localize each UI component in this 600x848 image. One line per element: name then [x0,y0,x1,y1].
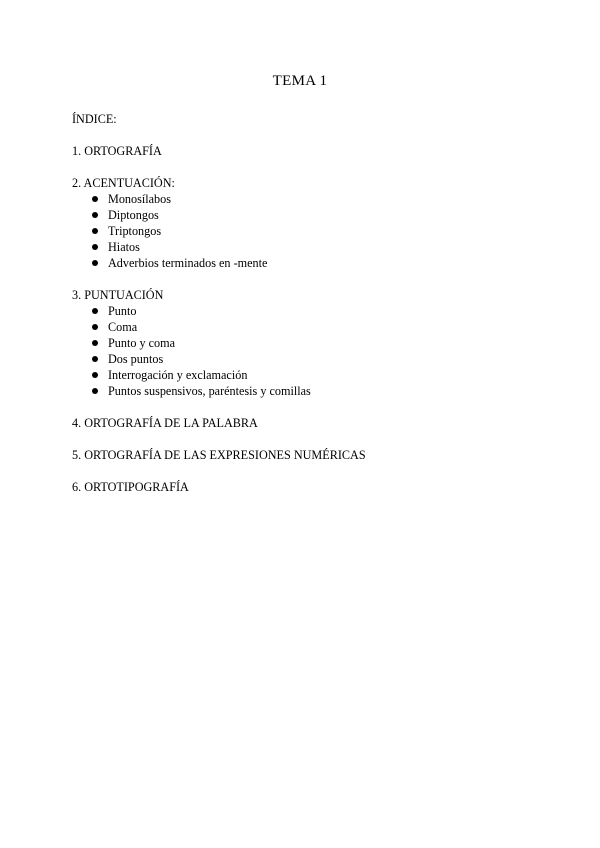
bullet-icon [92,196,98,202]
list-item-label: Puntos suspensivos, paréntesis y comillas [108,384,311,398]
list-item-label: Dos puntos [108,352,164,366]
list-item-label: Hiatos [108,240,140,254]
bullet-icon [92,340,98,346]
section-heading: 1. ORTOGRAFÍA [72,144,162,158]
list-item [72,255,542,271]
section-heading: 6. ORTOTIPOGRAFÍA [72,480,189,494]
section-heading: 5. ORTOGRAFÍA DE LAS EXPRESIONES NUMÉRICAS [72,448,366,462]
section-heading: 4. ORTOGRAFÍA DE LA PALABRA [72,416,258,430]
bullet-icon [92,244,98,250]
list-item-label: Monosílabos [108,192,171,206]
list-item-label: Triptongos [108,224,162,238]
bullet-icon [92,228,98,234]
section-expresiones-numericas [72,447,542,463]
list-item [72,303,542,319]
list-item [72,207,542,223]
list-item-label: Coma [108,320,138,334]
list-item-label: Punto y coma [108,336,176,350]
index-label: ÍNDICE: [72,112,117,126]
bullet-icon [92,372,98,378]
list-item [72,239,542,255]
section-ortotipografia [72,479,542,495]
subitem-list [72,191,542,271]
list-item [72,191,542,207]
bullet-icon [92,388,98,394]
section-acentuacion [72,175,542,271]
list-item [72,223,542,239]
list-item [72,319,542,335]
index-content [72,111,542,511]
section-ortografia [72,143,542,159]
section-ortografia-palabra [72,415,542,431]
list-item-label: Diptongos [108,208,159,222]
section-puntuacion [72,287,542,399]
list-item [72,367,542,383]
list-item [72,383,542,399]
list-item [72,351,542,367]
bullet-icon [92,260,98,266]
list-item [72,335,542,351]
list-item-label: Punto [108,304,137,318]
list-item-label: Interrogación y exclamación [108,368,248,382]
bullet-icon [92,356,98,362]
section-heading: 2. ACENTUACIÓN: [72,176,175,190]
subitem-list [72,303,542,399]
section-heading: 3. PUNTUACIÓN [72,288,164,302]
list-item-label: Adverbios terminados en -mente [108,256,268,270]
bullet-icon [92,308,98,314]
bullet-icon [92,212,98,218]
bullet-icon [92,324,98,330]
page-title: TEMA 1 [272,73,328,89]
